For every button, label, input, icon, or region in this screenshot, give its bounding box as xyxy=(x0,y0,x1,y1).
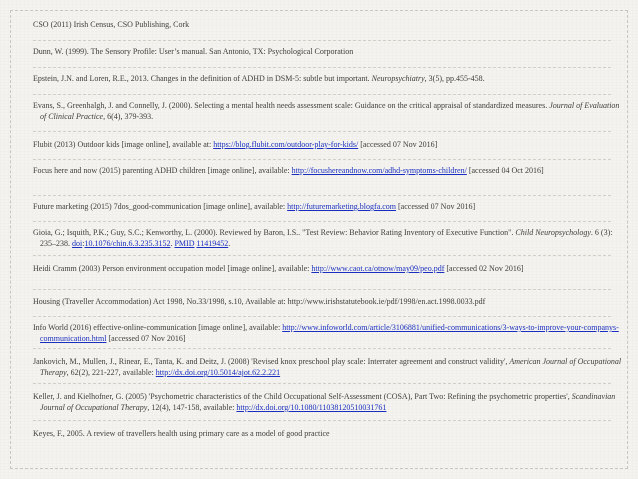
reference-divider xyxy=(33,131,611,132)
reference-divider xyxy=(33,195,611,196)
access-date: [accessed 04 Oct 2016] xyxy=(466,166,544,175)
reference-text: Housing (Traveller Accommodation) Act 1998, No.33/1998, s.10, Available at: http://www.irishstatutebook.ie/pdf/1998/en.act.1998.0033.pdf xyxy=(33,297,486,306)
reference-link[interactable]: http://dx.doi.org/10.1080/11038120510031761 xyxy=(236,403,387,412)
reference-divider xyxy=(33,316,611,317)
journal-title: American Journal of Occupational Therapy xyxy=(40,357,622,377)
reference-text: Dunn, W. (1999). The Sensory Profile: User’s manual. San Antonio, TX: Psychological Corporation xyxy=(33,47,354,56)
reference-cramm xyxy=(33,263,624,274)
reference-link[interactable]: http://focushereandnow.com/adhd-symptoms-children/ xyxy=(291,166,467,175)
reference-text: Keller, J. and Kielhofner, G. (2005) 'Psychometric characteristics of the Child Occupational Self-Assessment (COSA), Part Two: Refining the psychometric properties', xyxy=(33,392,572,401)
reference-divider xyxy=(33,221,611,222)
reference-link[interactable]: http://www.caot.ca/otnow/may09/peo.pdf xyxy=(311,264,445,273)
reference-text: CSO (2011) Irish Census, CSO Publishing, Cork xyxy=(33,20,190,29)
reference-details: , 12(4), 147-158, available: xyxy=(147,403,237,412)
reference-divider xyxy=(33,67,611,68)
reference-divider xyxy=(33,255,611,256)
reference-text: Info World (2016) effective-online-communication [image online], available: xyxy=(33,323,283,332)
reference-text: Epstein, J.N. and Loren, R.E., 2013. Changes in the definition of ADHD in DSM-5: subtle but important. xyxy=(33,74,372,83)
reference-link[interactable]: http://dx.doi.org/10.5014/ajot.62.2.221 xyxy=(155,368,281,377)
reference-details: , 3(5), pp.455-458. xyxy=(424,74,485,83)
reference-future xyxy=(33,201,624,212)
reference-evans xyxy=(33,100,624,122)
access-date: [accessed 07 Nov 2016] xyxy=(106,334,186,343)
journal-title: Child Neuropsychology xyxy=(515,228,591,237)
reference-focus xyxy=(33,165,624,176)
reference-keyes xyxy=(33,428,624,439)
reference-flubit xyxy=(33,139,624,150)
separator: . xyxy=(170,239,175,248)
reference-text: Keyes, F., 2005. A review of travellers health using primary care as a model of good practice xyxy=(33,429,330,438)
reference-keller xyxy=(33,391,624,413)
reference-epstein xyxy=(33,73,624,84)
reference-divider xyxy=(33,159,611,160)
doi-link[interactable]: 10.1076/chin.6.3.235.3152 xyxy=(84,239,171,248)
reference-infoworld xyxy=(33,322,624,344)
reference-divider xyxy=(33,348,611,349)
reference-details: , 62(2), 221-227, available: xyxy=(66,368,156,377)
reference-text: Gioia, G.; Isquith, P.K.; Guy, S.C.; Kenworthy, L. (2000). Reviewed by Baron, I.S.. "Test Review: Behavior Rating Inventory of Executive Function". xyxy=(33,228,516,237)
separator: : xyxy=(82,239,85,248)
reference-divider xyxy=(33,420,611,421)
access-date: [accessed 07 Nov 2016] xyxy=(396,202,476,211)
access-date: [accessed 02 Nov 2016] xyxy=(444,264,524,273)
reference-link[interactable]: http://futuremarketing.blogfa.com xyxy=(287,202,397,211)
doi-label-link[interactable]: doi xyxy=(72,239,83,248)
reference-text: Flubit (2013) Outdoor kids [image online], available at: xyxy=(33,140,214,149)
reference-details: 6(4), 379-393. xyxy=(105,112,154,121)
reference-text: Focus here and now (2015) parenting ADHD children [image online], available: xyxy=(33,166,292,175)
reference-dunn xyxy=(33,46,624,57)
pmid-label-link[interactable]: PMID xyxy=(174,239,195,248)
reference-gioia xyxy=(33,227,624,249)
reference-text: Future marketing (2015) 7dos_good-communication [image online], available: xyxy=(33,202,288,211)
reference-details: . 6 (3): 235–238. xyxy=(40,228,613,248)
journal-title: Neuropsychiatry xyxy=(371,74,425,83)
journal-title: Journal of Evaluation of Clinical Practice, xyxy=(40,101,620,121)
reference-link[interactable]: https://blog.flubit.com/outdoor-play-for-kids/ xyxy=(213,140,359,149)
reference-cso xyxy=(33,19,624,30)
reference-housing xyxy=(33,296,624,307)
separator: . xyxy=(228,239,231,248)
pmid-link[interactable]: 11419452 xyxy=(196,239,229,248)
reference-divider xyxy=(33,383,611,384)
reference-divider xyxy=(33,40,611,41)
access-date: [accessed 07 Nov 2016] xyxy=(358,140,438,149)
reference-text: Heidi Cramm (2003) Person environment occupation model [image online], available: xyxy=(33,264,312,273)
reference-jankovich xyxy=(33,356,624,378)
reference-text: Jankovich, M., Mullen, J., Rinear, E., Tanta, K. and Deitz, J. (2008) 'Revised knox preschool play scale: Interrater agreement and construct validity', xyxy=(33,357,510,366)
reference-text: Evans, S., Greenhalgh, J. and Connelly, J. (2000). Selecting a mental health needs assessment scale: Guidance on the critical appraisal of standardized measures. xyxy=(33,101,550,110)
journal-title: Scandinavian Journal of Occupational Therapy xyxy=(40,392,616,412)
reference-divider xyxy=(33,289,611,290)
reference-link[interactable]: http://www.infoworld.com/article/3106881/unified-communications/3-ways-to-improve-your-companys-communication.html xyxy=(40,323,619,343)
reference-divider xyxy=(33,94,611,95)
